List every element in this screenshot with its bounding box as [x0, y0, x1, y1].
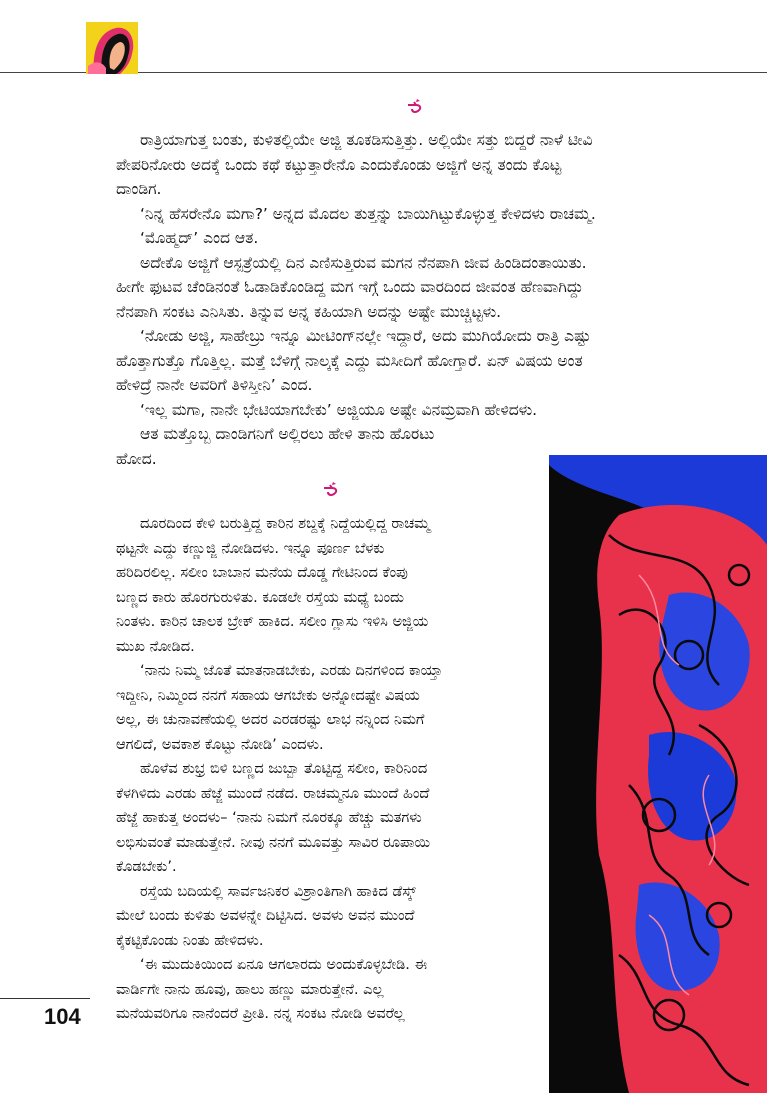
text-line: ಇದ್ದೀನಿ, ನಿಮ್ಮಿಂದ ನನಗೆ ಸಹಾಯ ಆಗಬೇಕು ಅನ್ನೋದಷ್ಟೇ ವಿಷಯ: [116, 687, 420, 704]
text-line: ವಾರ್ಡಿಗೇ ನಾನು ಹೂವು, ಹಾಲು ಹಣ್ಣು ಮಾರುತ್ತೇನೆ. ಎಲ್ಲ: [116, 981, 384, 998]
text-line: ನೆನಪಾಗಿ ಸಂಕಟ ಎನಿಸಿತು. ತಿನ್ನುವ ಅನ್ನ ಕಹಿಯಾಗಿ ಅದನ್ನು ಅಷ್ಟೇ ಮುಚ್ಚಿಟ್ಟಳು.: [116, 302, 502, 321]
text-line: ಪೇಪರಿನೋರು ಅದಕ್ಕೆ ಒಂದು ಕಥೆ ಕಟ್ಟುತ್ತಾರೇನೊ ಎಂದುಕೊಂಡು ಅಜ್ಜಿಗೆ ಅನ್ನ ತಂದು ಕೊಟ್ಟ: [116, 155, 562, 174]
text-line: ಮುಖ ನೋಡಿದ.: [116, 638, 195, 655]
text-line: ‘ನಾನು ನಿಮ್ಮ ಜೊತೆ ಮಾತನಾಡಬೇಕು, ಎರಡು ದಿನಗಳಿಂದ ಕಾಯ್ತಾ: [140, 663, 443, 679]
text-line: ದಾಂಡಿಗ.: [116, 180, 162, 198]
text-line: ಕೈಕಟ್ಟಿಕೊಂಡು ನಿಂತು ಹೇಳಿದಳು.: [116, 932, 264, 949]
footer-rule: [0, 998, 90, 999]
text-line: ಮೇಲೆ ಬಂದು ಕುಳಿತು ಅವಳನ್ನೇ ದಿಟ್ಟಿಸಿದ. ಅವಳು ಅವನ ಮುಂದೆ: [116, 908, 415, 924]
text-line: ‘ನಿನ್ನ ಹೆಸರೇನೊ ಮಗಾ?’ ಅನ್ನದ ಮೊದಲ ತುತ್ತನ್ನು ಬಾಯಿಗಿಟ್ಟುಕೊಳ್ಳುತ್ತ ಕೇಳಿದಳು ರಾಚಮ್ಮ.: [140, 204, 596, 223]
page-number: 104: [44, 1004, 81, 1029]
text-line: ಲಭಿಸುವಂತೆ ಮಾಡುತ್ತೇನೆ. ನೀವು ನನಗೆ ಮೂವತ್ತು ಸಾವಿರ ರೂಪಾಯಿ: [116, 834, 431, 851]
text-line: ಅದೇಕೊ ಅಜ್ಜಿಗೆ ಆಸ್ಪತ್ರೆಯಲ್ಲಿ ದಿನ ಎಣಿಸುತ್ತಿರುವ ಮಗನ ನೆನಪಾಗಿ ಜೀವ ಹಿಂಡಿದಂತಾಯಿತು.: [140, 253, 587, 272]
text-line: ಅಲ್ಲ, ಈ ಚುನಾವಣೆಯಲ್ಲಿ ಅದರ ಎರಡರಷ್ಟು ಲಾಭ ನನ್ನಿಂದ ನಿಮಗೆ: [116, 712, 425, 728]
text-line: ‘ಇಲ್ಲ ಮಗಾ, ನಾನೇ ಭೇಟಿಯಾಗಬೇಕು’ ಅಜ್ಜಿಯೂ ಅಷ್ಟೇ ವಿನಮ್ರವಾಗಿ ಹೇಳಿದಳು.: [140, 400, 538, 419]
section-break-ornament: [322, 480, 344, 500]
text-line: ಆತ ಮತ್ತೊಬ್ಬ ದಾಂಡಿಗನಿಗೆ ಅಲ್ಲಿರಲು ಹೇಳಿ ತಾನು ಹೊರಟು: [140, 425, 435, 443]
text-line: ಹೊಳೆವ ಶುಭ್ರ ಬಿಳಿ ಬಣ್ಣದ ಜುಬ್ಬಾ ತೊಟ್ಟಿದ್ದ ಸಲೀಂ, ಕಾರಿನಿಂದ: [140, 761, 428, 777]
text-line: ಹೇಳಿದ್ರೆ ನಾನೇ ಅವರಿಗೆ ತಿಳಿಸ್ತೀನಿ’ ಎಂದ.: [116, 376, 313, 394]
text-line: ನಿಂತಳು. ಕಾರಿನ ಚಾಲಕ ಬ್ರೇಕ್ ಹಾಕಿದ. ಸಲೀಂ ಗ್ಲಾಸು ಇಳಿಸಿ ಅಜ್ಜಿಯ: [116, 614, 429, 630]
text-line: ರಾತ್ರಿಯಾಗುತ್ತ ಬಂತು, ಕುಳಿತಲ್ಲಿಯೇ ಅಜ್ಜಿ ತೂಕಡಿಸುತ್ತಿತ್ತು. ಅಲ್ಲಿಯೇ ಸತ್ತು ಬಿದ್ದರೆ ನಾಳೆ ಟೀವಿ: [140, 131, 593, 149]
text-line: ಹೊತ್ತಾಗುತ್ತೊ ಗೊತ್ತಿಲ್ಲ. ಮತ್ತೆ ಬೆಳಿಗ್ಗೆ ನಾಲ್ಕಕ್ಕೆ ಎದ್ದು ಮಸೀದಿಗೆ ಹೋಗ್ತಾರೆ. ಏನ್ ವಿಷಯ ಅಂತ: [116, 351, 583, 370]
body-text-top: [116, 128, 596, 471]
text-line: ಹೀಗೇ ಫುಟವ ಚೆಂಡಿನಂತೆ ಓಡಾಡಿಕೊಂಡಿದ್ದ ಮಗ ಇಗ್ಗೆ ಒಂದು ವಾರದಿಂದ ಜೀವಂತ ಹೆಣವಾಗಿದ್ದು: [116, 278, 584, 296]
text-line: ಬಣ್ಣದ ಕಾರು ಹೊರಗುರುಳಿತು. ಕೂಡಲೇ ರಸ್ತೆಯ ಮಧ್ಯೆ ಬಂದು: [116, 589, 405, 606]
text-line: ಹರಿದಿರಲಿಲ್ಲ. ಸಲೀಂ ಬಾಬಾನ ಮನೆಯ ದೊಡ್ಡ ಗೇಟಿನಿಂದ ಕೆಂಪು: [116, 565, 408, 581]
decorative-artwork: [549, 455, 767, 1093]
text-line: ಹೋದ.: [116, 449, 157, 468]
text-line: ಆಗಲಿದೆ, ಅವಕಾಶ ಕೊಟ್ಟು ನೋಡಿ’ ಎಂದಳು.: [116, 736, 324, 753]
text-line: ಕೆಳಗಿಳಿದು ಎರಡು ಹೆಜ್ಜೆ ಮುಂದೆ ನಡೆದ. ರಾಚಮ್ಮನೂ ಮುಂದೆ ಹಿಂದೆ: [116, 785, 430, 802]
text-line: ಮನೆಯವರಿಗೂ ನಾನೆಂದರೆ ಪ್ರೀತಿ. ನನ್ನ ಸಂಕಟ ನೋಡಿ ಅವರೆಲ್ಲ: [116, 1006, 405, 1022]
text-line: ಕೊಡಬೇಕು’.: [116, 859, 177, 875]
body-text-bottom: [116, 512, 443, 1027]
text-line: ‘ಈ ಮುದುಕಿಯಿಂದ ಏನೂ ಆಗಲಾರದು ಅಂದುಕೊಳ್ಳಬೇಡಿ. ಈ: [140, 957, 428, 973]
text-line: ದೂರದಿಂದ ಕೇಳಿ ಬರುತ್ತಿದ್ದ ಕಾರಿನ ಶಬ್ದಕ್ಕೆ ನಿದ್ದೆಯಲ್ಲಿದ್ದ ರಾಚಮ್ಮ: [140, 516, 430, 532]
text-line: ರಸ್ತೆಯ ಬದಿಯಲ್ಲಿ ಸಾರ್ವಜನಿಕರ ವಿಶ್ರಾಂತಿಗಾಗಿ ಹಾಕಿದ ಡೆಸ್ಕ್: [140, 883, 417, 900]
text-line: ‘ನೋಡು ಅಜ್ಜಿ, ಸಾಹೇಬ್ರು ಇನ್ನೂ ಮೀಟಿಂಗ್‌ನಲ್ಲೇ ಇದ್ದಾರೆ, ಅದು ಮುಗಿಯೋದು ರಾತ್ರಿ ಎಷ್ಟು: [140, 327, 591, 345]
text-line: ‘ಮೊಹ್ಮದ್’ ಎಂದ ಆತ.: [140, 229, 259, 247]
section-break-ornament: [406, 97, 428, 117]
section-logo: [86, 22, 138, 74]
text-line: ಥಟ್ಟನೇ ಎದ್ದು ಕಣ್ಣುಜ್ಜಿ ನೋಡಿದಳು. ಇನ್ನೂ ಪೂರ್ಣ ಬೆಳಕು: [116, 540, 385, 557]
text-line: ಹೆಜ್ಜೆ ಹಾಕುತ್ತ ಅಂದಳು– ‘ನಾನು ನಿಮಗೆ ನೂರಕ್ಕೂ ಹೆಚ್ಚು ಮತಗಳು: [116, 810, 422, 826]
